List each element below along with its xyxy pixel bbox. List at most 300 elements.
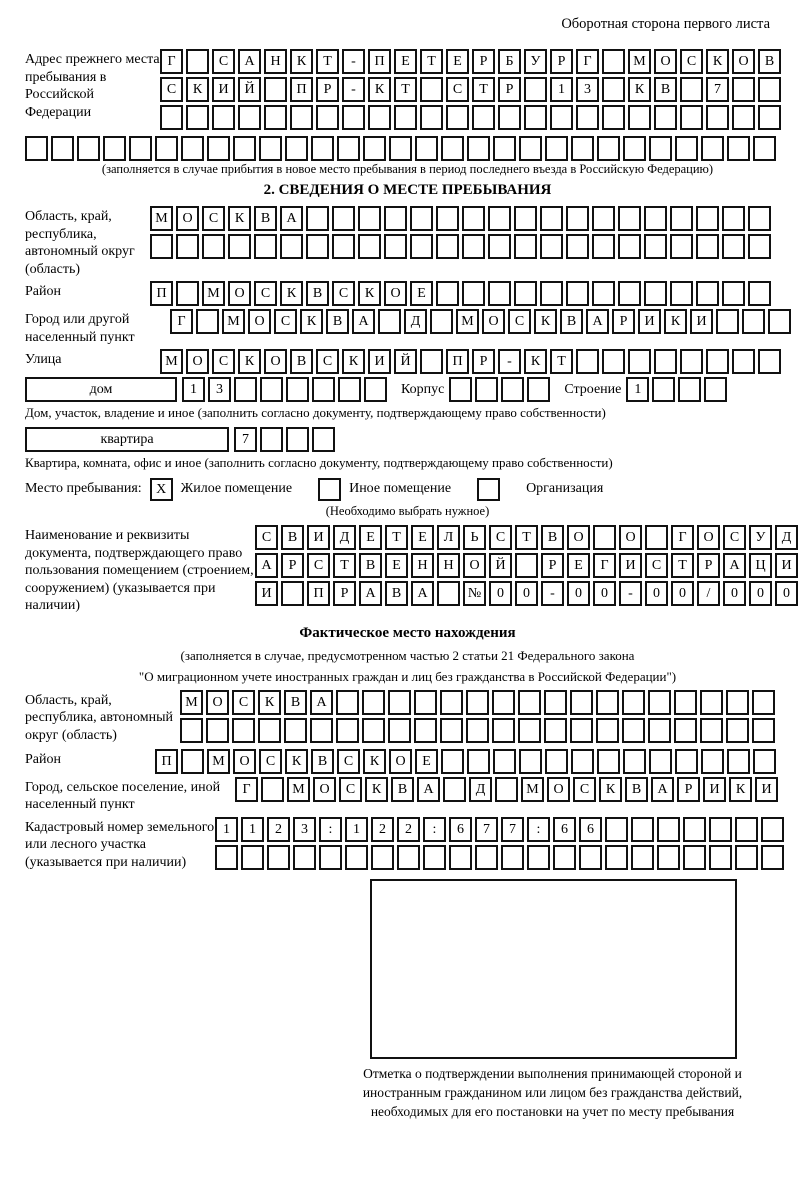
char-box[interactable]: Т: [333, 553, 356, 578]
char-box[interactable]: [436, 281, 459, 306]
char-box[interactable]: [545, 136, 568, 161]
char-box[interactable]: В: [385, 581, 408, 606]
char-box[interactable]: Р: [677, 777, 700, 802]
char-box[interactable]: Ь: [463, 525, 486, 550]
char-box[interactable]: [234, 377, 257, 402]
char-box[interactable]: 1: [241, 817, 264, 842]
char-box[interactable]: О: [654, 49, 677, 74]
char-box[interactable]: А: [417, 777, 440, 802]
char-box[interactable]: [592, 206, 615, 231]
char-box[interactable]: [753, 749, 776, 774]
char-box[interactable]: [727, 749, 750, 774]
char-box[interactable]: Г: [593, 553, 616, 578]
char-box[interactable]: [544, 690, 567, 715]
char-box[interactable]: [443, 777, 466, 802]
char-box[interactable]: [181, 136, 204, 161]
char-box[interactable]: [284, 718, 307, 743]
stay-option-other-premise-checkbox[interactable]: [318, 478, 341, 501]
char-box[interactable]: М: [521, 777, 544, 802]
char-box[interactable]: [592, 281, 615, 306]
char-box[interactable]: [514, 234, 537, 259]
char-box[interactable]: 0: [749, 581, 772, 606]
char-box[interactable]: [475, 845, 498, 870]
char-box[interactable]: [761, 845, 784, 870]
stay-option-organization-checkbox[interactable]: [477, 478, 500, 501]
char-box[interactable]: [397, 845, 420, 870]
char-box[interactable]: [752, 718, 775, 743]
char-box[interactable]: [467, 136, 490, 161]
char-box[interactable]: [260, 427, 283, 452]
char-box[interactable]: [550, 105, 573, 130]
char-box[interactable]: [593, 525, 616, 550]
char-box[interactable]: [704, 377, 727, 402]
char-box[interactable]: [545, 749, 568, 774]
char-box[interactable]: [155, 136, 178, 161]
char-box[interactable]: И: [638, 309, 661, 334]
char-box[interactable]: Р: [333, 581, 356, 606]
char-box[interactable]: [462, 206, 485, 231]
char-box[interactable]: 2: [267, 817, 290, 842]
char-box[interactable]: Г: [170, 309, 193, 334]
char-box[interactable]: О: [463, 553, 486, 578]
char-box[interactable]: [501, 377, 524, 402]
char-box[interactable]: [290, 105, 313, 130]
char-box[interactable]: О: [482, 309, 505, 334]
char-box[interactable]: [758, 349, 781, 374]
char-box[interactable]: Г: [160, 49, 183, 74]
char-box[interactable]: [696, 281, 719, 306]
char-box[interactable]: [336, 690, 359, 715]
char-box[interactable]: [678, 377, 701, 402]
char-box[interactable]: [410, 234, 433, 259]
char-box[interactable]: [310, 718, 333, 743]
char-box[interactable]: Р: [316, 77, 339, 102]
char-box[interactable]: Т: [671, 553, 694, 578]
char-box[interactable]: [206, 718, 229, 743]
char-box[interactable]: [475, 377, 498, 402]
char-box[interactable]: Д: [775, 525, 798, 550]
char-box[interactable]: [449, 845, 472, 870]
char-box[interactable]: 3: [208, 377, 231, 402]
char-box[interactable]: [488, 281, 511, 306]
char-box[interactable]: 0: [515, 581, 538, 606]
char-box[interactable]: Р: [541, 553, 564, 578]
char-box[interactable]: [186, 105, 209, 130]
char-box[interactable]: [570, 690, 593, 715]
char-box[interactable]: В: [391, 777, 414, 802]
char-box[interactable]: Г: [235, 777, 258, 802]
char-box[interactable]: [498, 105, 521, 130]
char-box[interactable]: [527, 377, 550, 402]
char-box[interactable]: -: [619, 581, 642, 606]
char-box[interactable]: К: [368, 77, 391, 102]
char-box[interactable]: М: [628, 49, 651, 74]
char-box[interactable]: Е: [359, 525, 382, 550]
char-box[interactable]: [449, 377, 472, 402]
char-box[interactable]: Н: [437, 553, 460, 578]
char-box[interactable]: К: [300, 309, 323, 334]
char-box[interactable]: [129, 136, 152, 161]
char-box[interactable]: С: [573, 777, 596, 802]
char-box[interactable]: [238, 105, 261, 130]
char-box[interactable]: В: [625, 777, 648, 802]
char-box[interactable]: [241, 845, 264, 870]
char-box[interactable]: Д: [469, 777, 492, 802]
char-box[interactable]: [394, 105, 417, 130]
char-box[interactable]: [176, 281, 199, 306]
char-box[interactable]: А: [586, 309, 609, 334]
char-box[interactable]: [602, 349, 625, 374]
char-box[interactable]: В: [654, 77, 677, 102]
char-box[interactable]: [332, 206, 355, 231]
char-box[interactable]: Р: [498, 77, 521, 102]
stay-option-residential-checkbox[interactable]: X: [150, 478, 173, 501]
char-box[interactable]: О: [264, 349, 287, 374]
char-box[interactable]: М: [150, 206, 173, 231]
char-box[interactable]: [441, 749, 464, 774]
char-box[interactable]: С: [508, 309, 531, 334]
char-box[interactable]: [732, 349, 755, 374]
char-box[interactable]: К: [365, 777, 388, 802]
char-box[interactable]: [258, 718, 281, 743]
char-box[interactable]: [618, 281, 641, 306]
char-box[interactable]: И: [690, 309, 713, 334]
char-box[interactable]: С: [723, 525, 746, 550]
char-box[interactable]: О: [228, 281, 251, 306]
char-box[interactable]: [645, 525, 668, 550]
char-box[interactable]: [515, 553, 538, 578]
char-box[interactable]: С: [212, 49, 235, 74]
char-box[interactable]: 6: [579, 817, 602, 842]
char-box[interactable]: А: [352, 309, 375, 334]
char-box[interactable]: [674, 690, 697, 715]
char-box[interactable]: [388, 718, 411, 743]
char-box[interactable]: К: [228, 206, 251, 231]
char-box[interactable]: [579, 845, 602, 870]
char-box[interactable]: [196, 309, 219, 334]
char-box[interactable]: [181, 749, 204, 774]
char-box[interactable]: Й: [394, 349, 417, 374]
char-box[interactable]: 1: [626, 377, 649, 402]
char-box[interactable]: [706, 105, 729, 130]
char-box[interactable]: [761, 817, 784, 842]
char-box[interactable]: С: [645, 553, 668, 578]
char-box[interactable]: [566, 234, 589, 259]
char-box[interactable]: О: [176, 206, 199, 231]
char-box[interactable]: [389, 136, 412, 161]
char-box[interactable]: [462, 234, 485, 259]
char-box[interactable]: Т: [420, 49, 443, 74]
char-box[interactable]: -: [342, 77, 365, 102]
char-box[interactable]: С: [316, 349, 339, 374]
char-box[interactable]: [51, 136, 74, 161]
char-box[interactable]: [605, 845, 628, 870]
char-box[interactable]: А: [255, 553, 278, 578]
char-box[interactable]: [540, 234, 563, 259]
char-box[interactable]: Т: [550, 349, 573, 374]
char-box[interactable]: И: [619, 553, 642, 578]
char-box[interactable]: [602, 49, 625, 74]
char-box[interactable]: [701, 136, 724, 161]
char-box[interactable]: Т: [394, 77, 417, 102]
char-box[interactable]: С: [202, 206, 225, 231]
char-box[interactable]: П: [290, 77, 313, 102]
char-box[interactable]: 6: [553, 817, 576, 842]
char-box[interactable]: Е: [415, 749, 438, 774]
char-box[interactable]: 0: [593, 581, 616, 606]
char-box[interactable]: К: [280, 281, 303, 306]
char-box[interactable]: [207, 136, 230, 161]
char-box[interactable]: О: [206, 690, 229, 715]
char-box[interactable]: 7: [706, 77, 729, 102]
char-box[interactable]: [654, 349, 677, 374]
char-box[interactable]: 7: [475, 817, 498, 842]
char-box[interactable]: [311, 136, 334, 161]
char-box[interactable]: [722, 234, 745, 259]
char-box[interactable]: [501, 845, 524, 870]
char-box[interactable]: [332, 234, 355, 259]
char-box[interactable]: [312, 377, 335, 402]
char-box[interactable]: О: [389, 749, 412, 774]
char-box[interactable]: [362, 690, 385, 715]
char-box[interactable]: Г: [671, 525, 694, 550]
char-box[interactable]: [732, 105, 755, 130]
char-box[interactable]: [670, 206, 693, 231]
char-box[interactable]: В: [290, 349, 313, 374]
char-box[interactable]: :: [423, 817, 446, 842]
char-box[interactable]: [618, 234, 641, 259]
char-box[interactable]: [319, 845, 342, 870]
char-box[interactable]: [293, 845, 316, 870]
char-box[interactable]: 1: [550, 77, 573, 102]
char-box[interactable]: 1: [182, 377, 205, 402]
char-box[interactable]: С: [680, 49, 703, 74]
char-box[interactable]: О: [233, 749, 256, 774]
char-box[interactable]: [493, 749, 516, 774]
char-box[interactable]: [748, 281, 771, 306]
char-box[interactable]: О: [697, 525, 720, 550]
char-box[interactable]: К: [628, 77, 651, 102]
char-box[interactable]: Е: [567, 553, 590, 578]
char-box[interactable]: [657, 845, 680, 870]
char-box[interactable]: С: [212, 349, 235, 374]
char-box[interactable]: [727, 136, 750, 161]
char-box[interactable]: [631, 845, 654, 870]
char-box[interactable]: К: [706, 49, 729, 74]
char-box[interactable]: К: [342, 349, 365, 374]
char-box[interactable]: И: [212, 77, 235, 102]
char-box[interactable]: [519, 749, 542, 774]
char-box[interactable]: -: [541, 581, 564, 606]
char-box[interactable]: [420, 105, 443, 130]
char-box[interactable]: [312, 427, 335, 452]
char-box[interactable]: В: [758, 49, 781, 74]
char-box[interactable]: [160, 105, 183, 130]
char-box[interactable]: П: [368, 49, 391, 74]
char-box[interactable]: [706, 349, 729, 374]
char-box[interactable]: [518, 718, 541, 743]
char-box[interactable]: К: [258, 690, 281, 715]
char-box[interactable]: [670, 281, 693, 306]
char-box[interactable]: У: [524, 49, 547, 74]
char-box[interactable]: Е: [410, 281, 433, 306]
char-box[interactable]: [384, 234, 407, 259]
char-box[interactable]: Ц: [749, 553, 772, 578]
char-box[interactable]: [462, 281, 485, 306]
char-box[interactable]: [576, 105, 599, 130]
char-box[interactable]: С: [489, 525, 512, 550]
char-box[interactable]: [602, 77, 625, 102]
char-box[interactable]: [716, 309, 739, 334]
char-box[interactable]: [436, 234, 459, 259]
char-box[interactable]: М: [287, 777, 310, 802]
char-box[interactable]: Н: [411, 553, 434, 578]
char-box[interactable]: [378, 309, 401, 334]
char-box[interactable]: [228, 234, 251, 259]
char-box[interactable]: [212, 105, 235, 130]
char-box[interactable]: Р: [472, 49, 495, 74]
char-box[interactable]: В: [311, 749, 334, 774]
char-box[interactable]: М: [180, 690, 203, 715]
char-box[interactable]: [388, 690, 411, 715]
char-box[interactable]: К: [186, 77, 209, 102]
char-box[interactable]: [466, 690, 489, 715]
char-box[interactable]: Й: [489, 553, 512, 578]
char-box[interactable]: [524, 77, 547, 102]
char-box[interactable]: [544, 718, 567, 743]
char-box[interactable]: [488, 206, 511, 231]
char-box[interactable]: П: [307, 581, 330, 606]
char-box[interactable]: [623, 136, 646, 161]
char-box[interactable]: И: [755, 777, 778, 802]
char-box[interactable]: [648, 718, 671, 743]
char-box[interactable]: [488, 234, 511, 259]
char-box[interactable]: С: [339, 777, 362, 802]
char-box[interactable]: Д: [404, 309, 427, 334]
char-box[interactable]: [285, 136, 308, 161]
char-box[interactable]: [446, 105, 469, 130]
char-box[interactable]: 0: [671, 581, 694, 606]
char-box[interactable]: [654, 105, 677, 130]
char-box[interactable]: А: [310, 690, 333, 715]
char-box[interactable]: №: [463, 581, 486, 606]
char-box[interactable]: Б: [498, 49, 521, 74]
char-box[interactable]: [420, 349, 443, 374]
char-box[interactable]: [675, 749, 698, 774]
char-box[interactable]: [652, 377, 675, 402]
char-box[interactable]: Е: [385, 553, 408, 578]
char-box[interactable]: В: [359, 553, 382, 578]
char-box[interactable]: С: [446, 77, 469, 102]
char-box[interactable]: [592, 234, 615, 259]
char-box[interactable]: В: [560, 309, 583, 334]
char-box[interactable]: 7: [234, 427, 257, 452]
char-box[interactable]: [758, 77, 781, 102]
char-box[interactable]: [467, 749, 490, 774]
char-box[interactable]: [674, 718, 697, 743]
char-box[interactable]: Н: [264, 49, 287, 74]
char-box[interactable]: В: [326, 309, 349, 334]
char-box[interactable]: [649, 136, 672, 161]
char-box[interactable]: О: [619, 525, 642, 550]
char-box[interactable]: Т: [385, 525, 408, 550]
char-box[interactable]: [358, 234, 381, 259]
char-box[interactable]: [338, 377, 361, 402]
char-box[interactable]: [259, 136, 282, 161]
apartment-type-box[interactable]: квартира: [25, 427, 229, 452]
char-box[interactable]: [176, 234, 199, 259]
char-box[interactable]: С: [274, 309, 297, 334]
char-box[interactable]: К: [729, 777, 752, 802]
char-box[interactable]: [215, 845, 238, 870]
char-box[interactable]: [700, 718, 723, 743]
char-box[interactable]: 2: [397, 817, 420, 842]
char-box[interactable]: М: [207, 749, 230, 774]
char-box[interactable]: [680, 77, 703, 102]
char-box[interactable]: О: [547, 777, 570, 802]
char-box[interactable]: [680, 105, 703, 130]
char-box[interactable]: [495, 777, 518, 802]
char-box[interactable]: [364, 377, 387, 402]
char-box[interactable]: Р: [472, 349, 495, 374]
char-box[interactable]: [680, 349, 703, 374]
char-box[interactable]: [316, 105, 339, 130]
char-box[interactable]: [597, 136, 620, 161]
char-box[interactable]: О: [384, 281, 407, 306]
char-box[interactable]: [735, 845, 758, 870]
char-box[interactable]: 3: [576, 77, 599, 102]
char-box[interactable]: [768, 309, 791, 334]
char-box[interactable]: А: [411, 581, 434, 606]
char-box[interactable]: О: [248, 309, 271, 334]
char-box[interactable]: 0: [567, 581, 590, 606]
char-box[interactable]: [472, 105, 495, 130]
char-box[interactable]: К: [238, 349, 261, 374]
char-box[interactable]: П: [155, 749, 178, 774]
char-box[interactable]: 1: [345, 817, 368, 842]
char-box[interactable]: [753, 136, 776, 161]
char-box[interactable]: [264, 105, 287, 130]
char-box[interactable]: [670, 234, 693, 259]
char-box[interactable]: [748, 234, 771, 259]
char-box[interactable]: Р: [550, 49, 573, 74]
char-box[interactable]: [576, 349, 599, 374]
char-box[interactable]: 0: [489, 581, 512, 606]
char-box[interactable]: [440, 718, 463, 743]
char-box[interactable]: [492, 690, 515, 715]
char-box[interactable]: [423, 845, 446, 870]
char-box[interactable]: Т: [515, 525, 538, 550]
char-box[interactable]: [722, 281, 745, 306]
char-box[interactable]: [281, 581, 304, 606]
char-box[interactable]: [280, 234, 303, 259]
char-box[interactable]: [540, 281, 563, 306]
char-box[interactable]: Й: [238, 77, 261, 102]
char-box[interactable]: И: [255, 581, 278, 606]
char-box[interactable]: :: [527, 817, 550, 842]
char-box[interactable]: [709, 817, 732, 842]
char-box[interactable]: [605, 817, 628, 842]
house-type-box[interactable]: дом: [25, 377, 177, 402]
char-box[interactable]: В: [541, 525, 564, 550]
char-box[interactable]: [649, 749, 672, 774]
char-box[interactable]: А: [238, 49, 261, 74]
char-box[interactable]: [566, 206, 589, 231]
char-box[interactable]: [696, 206, 719, 231]
char-box[interactable]: А: [651, 777, 674, 802]
char-box[interactable]: [232, 718, 255, 743]
char-box[interactable]: [415, 136, 438, 161]
